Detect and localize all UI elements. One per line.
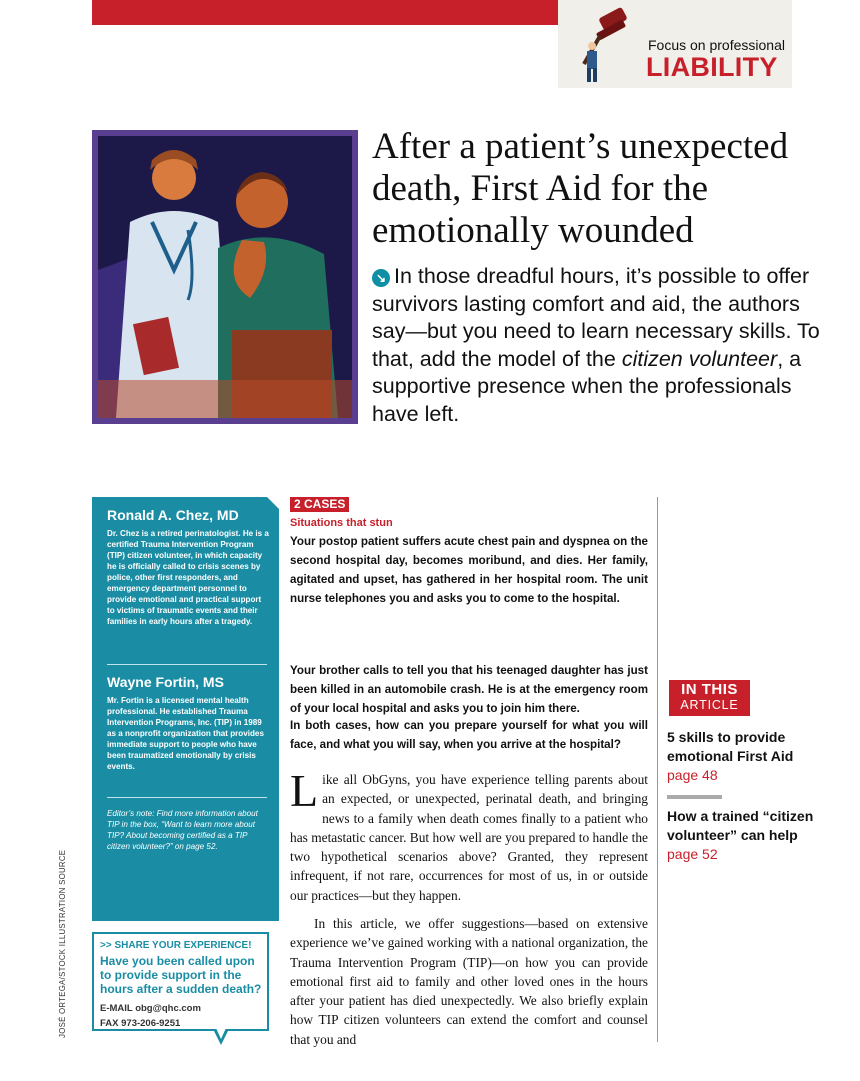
toc-item-page[interactable]: page 48 — [667, 767, 718, 783]
deck-text-end: , a supportive presence when the professionals have left. — [372, 346, 802, 426]
photo-credit: JOSÉ ORTEGA/STOCK ILLUSTRATION SOURCE — [58, 849, 67, 1038]
author-name-2: Wayne Fortin, MS — [107, 674, 224, 690]
column-divider — [657, 497, 658, 1042]
author-bio-2: Mr. Fortin is a licensed mental health professional. He established Trauma Intervention Programs, Inc. (TIP) in 1989 as a nonprofit organization that provides immediate support to people who have been traumatized emotionally by crisis events. — [107, 696, 264, 771]
section-kicker: Focus on professional — [648, 37, 785, 53]
share-fax — [100, 1018, 180, 1029]
article-deck — [372, 263, 822, 428]
author-divider — [107, 664, 267, 665]
share-question: Have you been called upon to provide support in the hours after a sudden death? — [100, 954, 262, 996]
toc-item-title[interactable]: How a trained “citizen volunteer” can help — [667, 808, 814, 843]
body-paragraph-1 — [290, 765, 648, 905]
section-title: LIABILITY — [646, 52, 778, 82]
share-experience-box — [92, 932, 269, 1031]
share-heading: >> SHARE YOUR EXPERIENCE! — [100, 940, 252, 951]
in-this-label-bottom: ARTICLE — [680, 698, 739, 712]
toc-item-title[interactable]: 5 skills to provide emotional First Aid — [667, 729, 794, 764]
body-paragraph-1-text: ike all ObGyns, you have experience telling parents about an expected, or unexpected, perinatal death, and bringing news to a family when death comes finally to a patient who has metastatic cancer. But how well are you prepared to handle the two hypothetical scenarios above? Granted, they represent infrequent, if not rare, occurrences for most of us, in or outside our practices—but they happen. — [290, 772, 648, 903]
in-this-article-badge — [669, 680, 750, 716]
speech-bubble-tail-inner — [216, 1028, 226, 1039]
gavel-icon — [570, 6, 642, 84]
email-label: E-MAIL — [100, 1003, 133, 1014]
arrow-down-right-icon: ↘ — [372, 269, 390, 287]
cases-subhead: Situations that stun — [290, 517, 393, 529]
deck-text-italic: citizen volunteer — [621, 346, 778, 371]
note-divider — [107, 797, 267, 798]
cases-badge: 2 CASES — [290, 497, 349, 512]
toc-divider — [667, 795, 722, 799]
cases-question: In both cases, how can you prepare yourself for what you will face, and what you will say, when you arrive at the hospital? — [290, 719, 648, 751]
toc-item-page[interactable]: page 52 — [667, 846, 718, 862]
editors-note: Editor’s note: Find more information about TIP in the box, “Want to learn more about TIP? About becoming certified as a TIP citizen volunteer?” on page 52. — [107, 809, 258, 851]
article-headline: After a patient’s unexpected death, First Aid for the emotionally wounded — [372, 126, 789, 251]
case-one: Your postop patient suffers acute chest pain and dyspnea on the second hospital day, becomes moribund, and dies. Her family, agitated and upset, has gathered in her hospital room. The unit nurse telephones you and asks you to come to the hospital. — [290, 535, 648, 605]
body-paragraph-2: In this article, we offer suggestions—based on extensive experience we’ve gained working with a national organization, the Trauma Intervention Program (TIP)—on how you can provide emotional first aid to family and other loved ones in the hours after your patient has died unexpectedly. We also briefly explain how TIP citizen volunteers can extend the comfort and counsel that you and — [290, 916, 648, 1047]
email-link[interactable]: obg@qhc.com — [135, 1003, 201, 1014]
author-bio-1: Dr. Chez is a retired perinatologist. He is a certified Trauma Intervention Program (TIP) citizen volunteer, in which capacity he is officially called to crisis scenes by police, other first responders, and emergency department personnel to provide emotional and practical support to victims of traumatic events and their families in early hours after a tragedy. — [107, 529, 269, 626]
deck-text-start: In those dreadful hours, it’s possible to offer survivors lasting comfort and aid, the authors say—but you need to learn necessary skills. To that, add the model of the — [372, 264, 820, 371]
panel-corner-notch — [267, 497, 279, 509]
in-this-label-top: IN THIS — [681, 681, 738, 698]
fax-label: FAX — [100, 1018, 119, 1029]
fax-number: 973-206-9251 — [121, 1018, 181, 1029]
author-bios-panel — [92, 497, 279, 921]
author-name-1: Ronald A. Chez, MD — [107, 507, 239, 523]
drop-cap: L — [290, 765, 319, 816]
doctor-illustration — [92, 130, 358, 424]
case-two: Your brother calls to tell you that his teenaged daughter has just been killed in an automobile crash. He is at the emergency room of your local hospital and asks you to join him there. — [290, 664, 648, 715]
share-email — [100, 1003, 201, 1014]
